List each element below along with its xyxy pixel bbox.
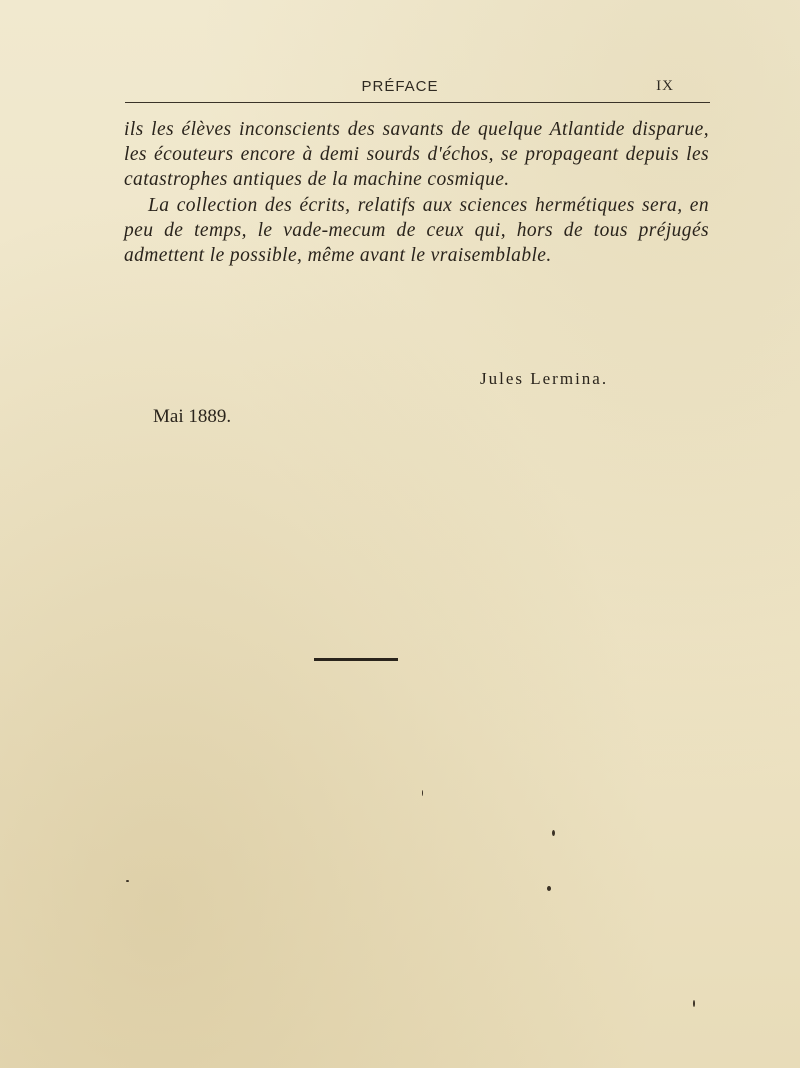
preface-text — [124, 117, 709, 268]
paragraph-2: La collection des écrits, relatifs aux sciences hermétiques sera, en peu de temps, le vade-mecum de ceux qui, hors de tous préjugés admettent le possible, même avant le vraisemblable. — [124, 194, 709, 267]
paper-speck — [126, 880, 129, 882]
end-rule — [314, 658, 398, 661]
running-title: PRÉFACE — [361, 78, 439, 95]
running-head — [100, 78, 700, 100]
date-line: Mai 1889. — [153, 406, 232, 427]
paper-speck — [422, 790, 423, 796]
paper-speck — [693, 1000, 695, 1007]
header-rule — [125, 102, 710, 103]
author-signature: Jules Lermina. — [480, 369, 609, 388]
paper-speck — [552, 830, 555, 836]
paper-speck — [547, 886, 551, 891]
page-number: IX — [656, 78, 674, 94]
paragraph-1: ils les élèves inconscients des savants de quelque Atlantide disparue, les écouteurs encore à demi sourds d'échos, se propageant depuis les catastrophes antiques de la machine cosmique. — [124, 119, 709, 191]
